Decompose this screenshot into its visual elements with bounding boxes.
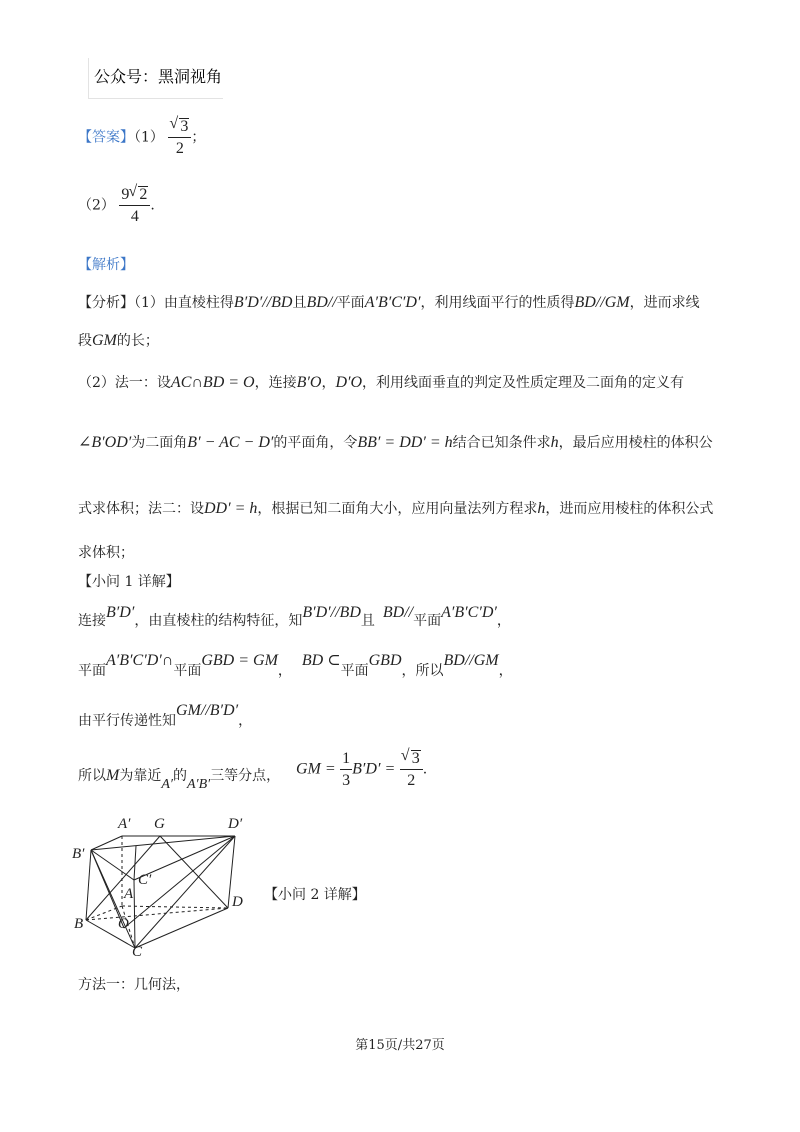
math: BD// (306, 294, 337, 311)
analysis-line-4 (78, 432, 713, 452)
text: 平面 (78, 663, 106, 679)
math: GM (92, 332, 117, 349)
label-D: D (232, 894, 243, 910)
answer-p2-denominator: 4 (130, 208, 139, 225)
answer-p1-label: （1） (134, 129, 164, 146)
math: A′B′ (186, 777, 211, 792)
label-A: A (124, 886, 134, 902)
answer-p2-fraction (119, 186, 150, 225)
math: M (106, 767, 120, 784)
text: 为二面角 (131, 435, 188, 451)
math: h (537, 500, 546, 517)
text: 平面 (413, 613, 442, 629)
math: BD//GM (443, 652, 499, 669)
math: ∠B′OD′ (78, 434, 132, 451)
text: ，最后应用棱柱的体积公 (558, 435, 713, 451)
analysis-tag: 【解析】 (78, 257, 134, 273)
numerator: 1 (340, 751, 352, 770)
text: ，根据已知二面角大小，应用向量法列方程求 (257, 501, 538, 517)
math: GBD (368, 652, 402, 669)
answer-line-2 (78, 186, 155, 225)
text: 平面 (340, 663, 369, 679)
math: A′B′C′D′ (364, 294, 421, 311)
answer-p1-fraction (168, 118, 191, 157)
analysis-line-6: 求体积； (78, 545, 134, 561)
q2-method: 方法一：几何法， (78, 977, 190, 993)
text: ，连接 (254, 375, 297, 391)
math: B′D′ (106, 604, 135, 621)
label-D-prime: D′ (228, 816, 243, 832)
math: B′D′//BD (302, 604, 361, 621)
label-B: B (74, 916, 84, 932)
text: ，进而应用棱柱的体积公式 (545, 501, 714, 517)
math: BD//GM (574, 294, 630, 311)
text: ， (277, 663, 292, 679)
math: GM//B′D′ (176, 702, 239, 719)
math: A′ (161, 777, 173, 792)
text: 且 (360, 613, 375, 629)
answer-p2-end: . (150, 197, 155, 214)
text: 为靠近 (119, 768, 162, 784)
math: B′D′//BD (233, 294, 293, 311)
watermark-banner (88, 58, 223, 99)
answer-p1-radicand: 3 (180, 118, 189, 135)
text: 且 (292, 295, 307, 311)
text: 的长； (116, 333, 159, 349)
text: （2）法一：设 (78, 375, 171, 391)
text: ，所以 (401, 663, 444, 679)
analysis-line-5 (78, 498, 713, 518)
text: 结合已知条件求 (452, 435, 551, 451)
answer-p1-denominator: 2 (175, 140, 184, 157)
label-C: C (132, 944, 143, 958)
radicand: 3 (411, 750, 420, 767)
math: BB′ = DD′ = h (357, 434, 453, 451)
text: ， (496, 613, 511, 629)
banner-text: 公众号：黑洞视角 (94, 67, 223, 86)
text: 三等分点， (210, 768, 281, 784)
label-A-prime: A′ (118, 816, 131, 832)
label-C-prime: C′ (138, 872, 152, 888)
denominator: 2 (407, 772, 416, 789)
answer-p1-end: ； (191, 129, 206, 146)
text: 平面 (336, 295, 365, 311)
math: h (550, 434, 559, 451)
label-B-prime: B′ (72, 846, 85, 862)
q1-line-1 (78, 604, 511, 630)
page-footer: 第15页/共27页 (355, 1038, 445, 1053)
answer-p2-coef: 9 (121, 186, 130, 203)
text: ， (238, 713, 253, 729)
q1-title: 【小问 1 详解】 (78, 574, 180, 590)
text: 连接 (78, 613, 106, 629)
answer-p2-radicand: 2 (139, 186, 148, 203)
q1-gm-formula (296, 750, 427, 789)
text: ，进而求线 (629, 295, 700, 311)
text: 式求体积；法二：设 (78, 501, 204, 517)
answer-line-1 (78, 118, 205, 157)
math: BD ⊂ (301, 652, 341, 669)
answer-p2-label: （2） (78, 197, 115, 214)
answer-tag: 【答案】 (78, 129, 134, 146)
period: . (422, 761, 428, 778)
label-O: O (118, 916, 129, 932)
text: 段 (78, 333, 92, 349)
text: ， (321, 375, 336, 391)
q2-title: 【小问 2 详解】 (264, 887, 366, 903)
math: B′ − AC − D′ (187, 434, 274, 451)
math: D′O (335, 374, 363, 391)
prism-figure (60, 808, 260, 958)
math: GBD = GM (201, 652, 278, 669)
math: GM = (296, 760, 336, 778)
analysis-line-2 (78, 330, 159, 350)
denominator: 3 (342, 771, 351, 789)
math: B′D′ = (352, 760, 396, 778)
math: AC∩BD = O (170, 374, 255, 391)
text: ， (498, 663, 513, 679)
q1-line-3 (78, 702, 253, 730)
text: 的 (172, 768, 187, 784)
text: 的平面角，令 (273, 435, 358, 451)
text: 由平行传递性知 (78, 713, 176, 729)
math: A′B′C′D′∩ (106, 652, 174, 669)
q1-line-4 (78, 765, 281, 792)
math: A′B′C′D′ (441, 604, 497, 621)
fraction-root3-over-2 (400, 750, 423, 789)
q1-line-2 (78, 652, 513, 680)
math: BD// (382, 604, 414, 621)
text: 所以 (78, 768, 106, 784)
text: ，由直棱柱的结构特征，知 (134, 613, 303, 629)
math: DD′ = h (204, 500, 258, 517)
text: 平面 (173, 663, 202, 679)
text: 【分析】（1）由直棱柱得 (78, 295, 234, 311)
text: ，利用线面垂直的判定及性质定理及二面角的定义有 (362, 375, 685, 391)
analysis-line-1 (78, 292, 700, 312)
label-G: G (154, 816, 165, 832)
text: ，利用线面平行的性质得 (420, 295, 575, 311)
math: B′O (296, 374, 322, 391)
fraction-one-third (340, 751, 352, 789)
analysis-line-3 (78, 372, 684, 392)
